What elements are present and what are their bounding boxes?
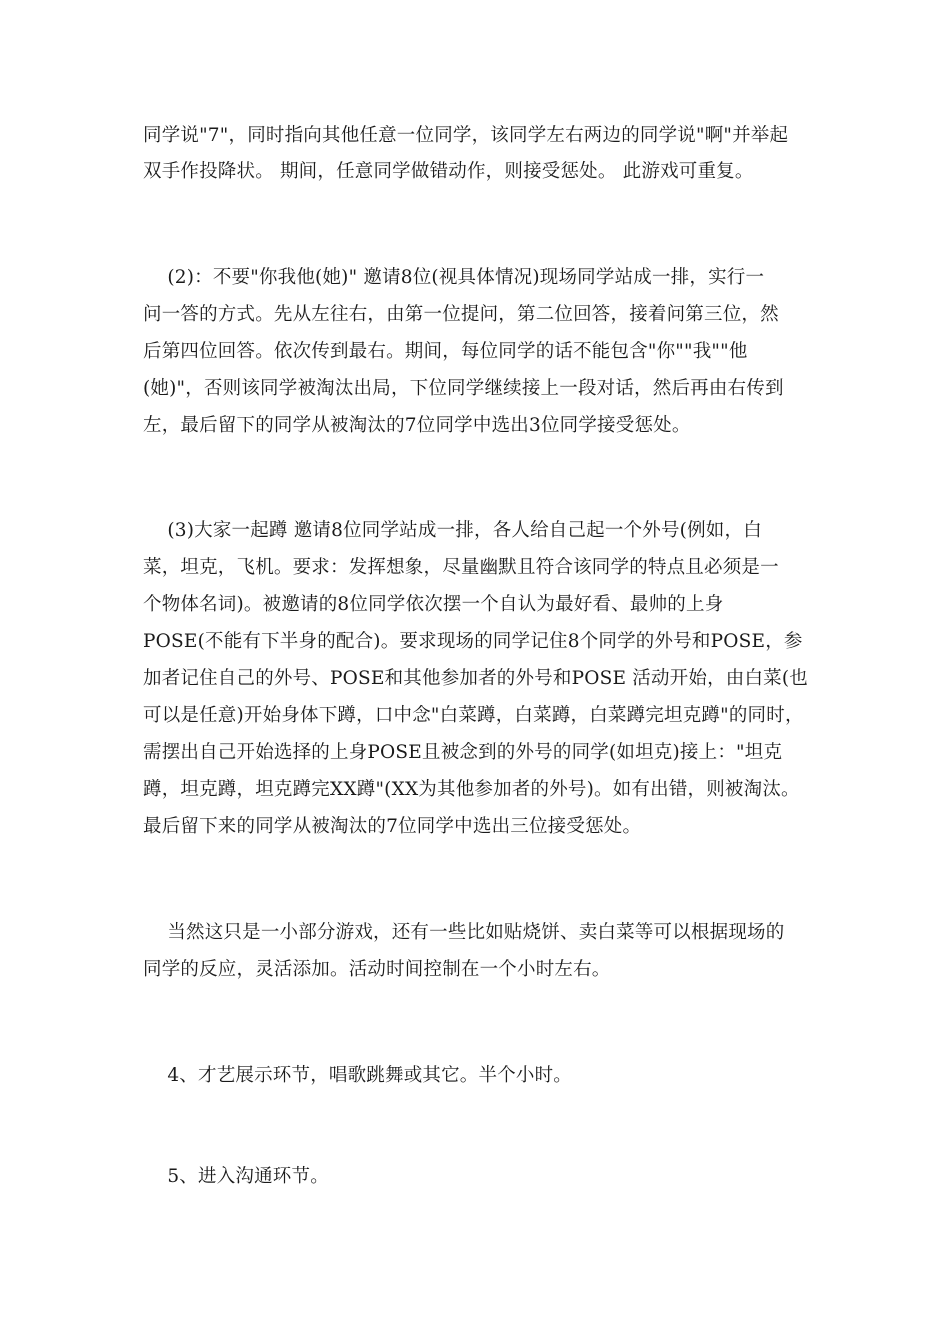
- text-line: 问一答的方式。先从左往右，由第一位提问，第二位回答，接着问第三位，然: [143, 304, 779, 325]
- text-line: 同学说"7"，同时指向其他任意一位同学，该同学左右两边的同学说"啊"并举起: [143, 125, 789, 146]
- text-line: 左，最后留下的同学从被淘汰的7位同学中选出3位同学接受惩处。: [143, 415, 691, 436]
- text-line: 最后留下来的同学从被淘汰的7位同学中选出三位接受惩处。: [143, 816, 642, 837]
- text-line: 当然这只是一小部分游戏，还有一些比如贴烧饼、卖白菜等可以根据现场的: [143, 922, 785, 943]
- text-line: 同学的反应，灵活添加。活动时间控制在一个小时左右。: [143, 959, 611, 980]
- text-line: 双手作投降状。 期间，任意同学做错动作，则接受惩处。 此游戏可重复。: [143, 161, 754, 182]
- text-line: 可以是任意)开始身体下蹲，口中念"白菜蹲，白菜蹲，白菜蹲完坦克蹲"的同时，: [143, 705, 804, 726]
- text-line: 菜，坦克，飞机。要求：发挥想象，尽量幽默且符合该同学的特点且必须是一: [143, 557, 779, 578]
- text-line: 需摆出自己开始选择的上身POSE且被念到的外号的同学(如坦克)接上："坦克: [143, 742, 783, 763]
- text-line: 5、进入沟通环节。: [143, 1166, 329, 1187]
- text-line: 个物体名词)。被邀请的8位同学依次摆一个自认为最好看、最帅的上身: [143, 594, 724, 615]
- text-line: 加者记住自己的外号、POSE和其他参加者的外号和POSE 活动开始，由白菜(也: [143, 668, 808, 689]
- text-line: 后第四位回答。依次传到最右。期间，每位同学的话不能包含"你""我""他: [143, 341, 748, 362]
- text-line: POSE(不能有下半身的配合)。要求现场的同学记住8个同学的外号和POSE，参: [143, 631, 803, 652]
- text-line: (2)：不要"你我他(她)" 邀请8位(视具体情况)现场同学站成一排，实行一: [143, 267, 765, 288]
- text-line: (3)大家一起蹲 邀请8位同学站成一排，各人给自己起一个外号(例如，白: [143, 520, 762, 541]
- text-line: (她)"，否则该同学被淘汰出局，下位同学继续接上一段对话，然后再由右传到: [143, 378, 784, 399]
- text-line: 4、才艺展示环节，唱歌跳舞或其它。半个小时。: [143, 1065, 572, 1086]
- text-line: 蹲，坦克蹲，坦克蹲完XX蹲"(XX为其他参加者的外号)。如有出错，则被淘汰。: [143, 779, 800, 800]
